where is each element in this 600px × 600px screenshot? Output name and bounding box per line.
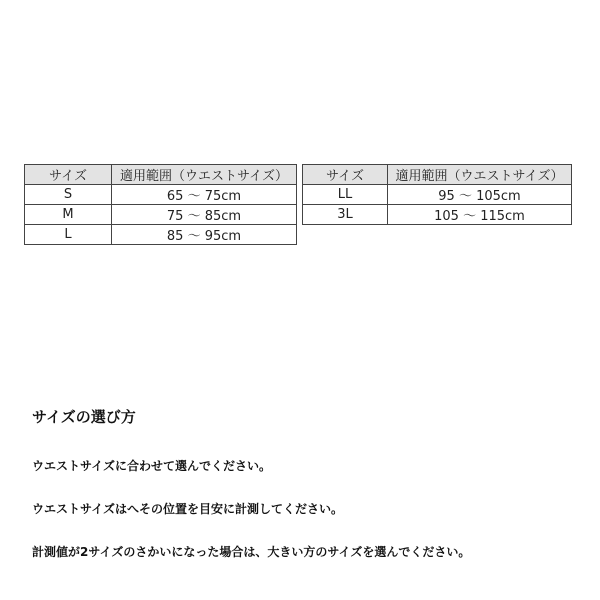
range-cell: 85 ～ 95cm bbox=[112, 225, 297, 245]
header-size: サイズ bbox=[25, 165, 112, 185]
range-cell: 65 ～ 75cm bbox=[112, 185, 297, 205]
header-waist-range: 適用範囲（ウエストサイズ） bbox=[112, 165, 297, 185]
table-row bbox=[25, 205, 297, 225]
size-table-right bbox=[302, 164, 572, 225]
size-guide-title: サイズの選び方 bbox=[32, 408, 136, 426]
table-row bbox=[303, 185, 572, 205]
table-header-row bbox=[25, 165, 297, 185]
size-cell: L bbox=[25, 225, 112, 245]
header-waist-range: 適用範囲（ウエストサイズ） bbox=[388, 165, 572, 185]
table-header-row bbox=[303, 165, 572, 185]
size-cell: S bbox=[25, 185, 112, 205]
guide-text-line: ウエストサイズに合わせて選んでください。 bbox=[32, 459, 272, 473]
size-cell: LL bbox=[303, 185, 388, 205]
range-cell: 95 ～ 105cm bbox=[388, 185, 572, 205]
range-cell: 75 ～ 85cm bbox=[112, 205, 297, 225]
guide-text-line: 計測値が2サイズのさかいになった場合は、大きい方のサイズを選んでください。 bbox=[32, 545, 471, 559]
header-size: サイズ bbox=[303, 165, 388, 185]
size-table-left bbox=[24, 164, 297, 245]
guide-text-line: ウエストサイズはへその位置を目安に計測してください。 bbox=[32, 502, 344, 516]
range-cell: 105 ～ 115cm bbox=[388, 205, 572, 225]
size-cell: 3L bbox=[303, 205, 388, 225]
table-row bbox=[25, 185, 297, 205]
size-cell: M bbox=[25, 205, 112, 225]
table-row bbox=[303, 205, 572, 225]
table-row bbox=[25, 225, 297, 245]
